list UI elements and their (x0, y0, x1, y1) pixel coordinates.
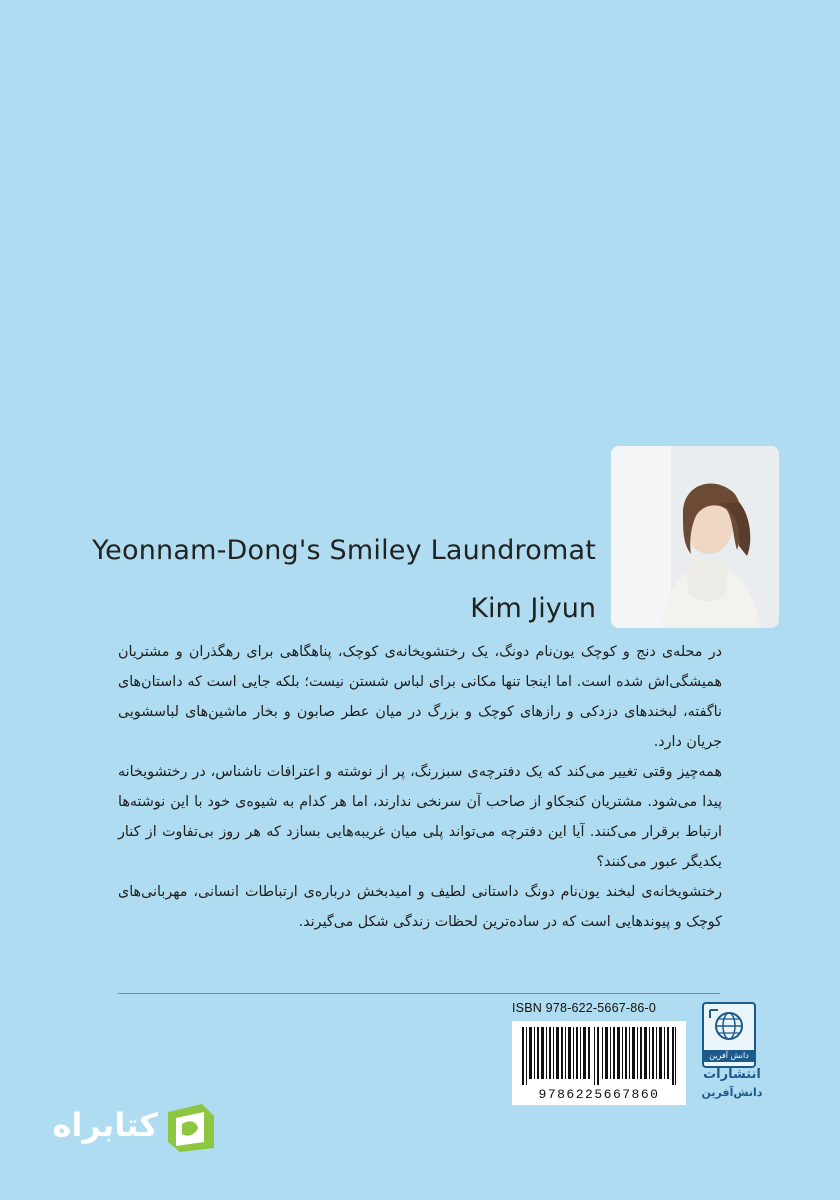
book-leaf-icon (162, 1098, 220, 1156)
divider (118, 993, 720, 994)
brand-name: کتابراه (52, 1106, 158, 1144)
book-title: Yeonnam-Dong's Smiley Laundromat (92, 535, 596, 566)
globe-icon (704, 1004, 754, 1050)
description-paragraph: در محله‌ی دنج و کوچک یون‌نام دونگ، یک رختشویخانه‌ی کوچک، پناهگاهی برای رهگذران و مشتریان همیشگی‌اش شده است. اما اینجا تنها مکانی برای لباس شستن نیست؛ بلکه جایی است که داستان‌های ناگفته، لبخندهای دزدکی و رازهای کوچک و بزرگ در میان عطر صابون و بخار ماشین‌های لباسشویی جریان دارد. (118, 644, 722, 750)
author-name: Kim Jiyun (470, 593, 596, 624)
isbn-label: ISBN 978-622-5667-86-0 (512, 1001, 657, 1015)
ketabrah-logo (40, 1098, 220, 1158)
publisher-logo (694, 1002, 770, 1106)
book-description (118, 637, 722, 937)
barcode-digits: 9786225667860 (538, 1087, 660, 1102)
author-photo (611, 446, 779, 628)
publisher-name-line1: انتشارات (703, 1067, 761, 1082)
description-paragraph: همه‌چیز وقتی تغییر می‌کند که یک دفترچه‌ی سبزرنگ، پر از نوشته و اعترافات ناشناس، در رختشویخانه پیدا می‌شود. مشتریان کنجکاو از صاحب آن سرنخی ندارند، اما هر کدام به شیوه‌ی خود با این نوشته‌ها ارتباط برقرار می‌کنند. آیا این دفترچه می‌تواند پلی میان غریبه‌هایی بسازد که هر روز بی‌تفاوت از کنار یکدیگر عبور می‌کنند؟ (118, 764, 722, 870)
barcode (512, 1021, 686, 1105)
description-paragraph: رختشویخانه‌ی لبخند یون‌نام دونگ داستانی لطیف و امیدبخش درباره‌ی ارتباطات انسانی، مهربانی‌های کوچک و پیوندهایی است که در ساده‌ترین لحظات زندگی شکل می‌گیرند. (118, 884, 722, 930)
barcode-bars (522, 1027, 676, 1085)
publisher-badge-label: دانش آفرین (702, 1050, 756, 1062)
publisher-name-line2: دانش‌آفرین (701, 1086, 763, 1099)
